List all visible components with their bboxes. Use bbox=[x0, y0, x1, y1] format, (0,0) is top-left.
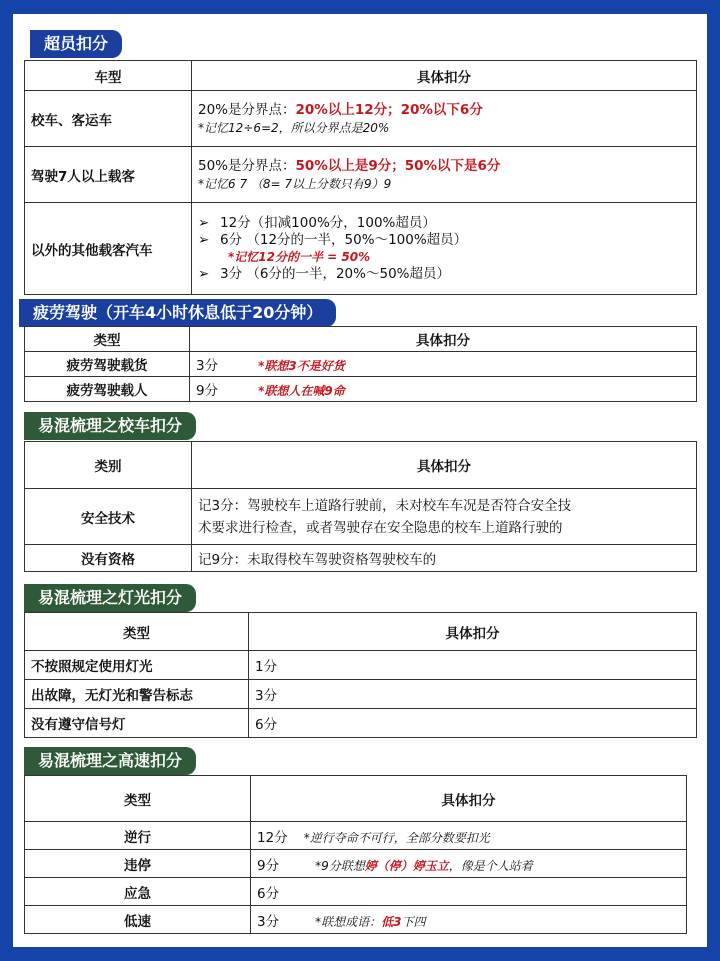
row-deduction: 12分 *逆行夺命不可行，全部分数要扣光 bbox=[251, 822, 687, 850]
row-type: 疲劳驾驶载人 bbox=[25, 377, 190, 402]
arrow-bullet-icon: ➢ bbox=[198, 231, 210, 248]
row-type: 低速 bbox=[25, 906, 251, 934]
memory-note: *记忆12÷6=2，所以分界点是20% bbox=[198, 120, 390, 135]
col-header-deduction: 具体扣分 bbox=[251, 776, 687, 822]
table-row bbox=[25, 147, 697, 203]
memory-note: *联想3不是好货 bbox=[258, 359, 345, 373]
col-header-type: 类型 bbox=[25, 613, 249, 651]
row-type: 逆行 bbox=[25, 822, 251, 850]
table-row bbox=[25, 680, 697, 709]
section-title-school-bus: 易混梳理之校车扣分 bbox=[24, 412, 196, 440]
page bbox=[13, 14, 707, 947]
row-type: 驾驶7人以上载客 bbox=[25, 147, 192, 203]
row-points: 3分 bbox=[249, 680, 697, 709]
section-title-highway: 易混梳理之高速扣分 bbox=[24, 747, 196, 775]
row-deduction: 9分 *9分联想婷（停）婷玉立，像是个人站着 bbox=[251, 850, 687, 878]
table-row bbox=[25, 822, 687, 850]
row-type: 校车、客运车 bbox=[25, 91, 192, 147]
row-deduction: 9分 *联想人在喊9命 bbox=[190, 377, 697, 402]
table-row bbox=[25, 651, 697, 680]
arrow-bullet-icon: ➢ bbox=[198, 214, 210, 231]
lights-table bbox=[24, 612, 697, 738]
row-type: 没有遵守信号灯 bbox=[25, 709, 249, 738]
row-points: 6分 bbox=[251, 878, 687, 906]
row-type: 没有资格 bbox=[25, 545, 192, 572]
fatigue-table bbox=[24, 326, 697, 402]
arrow-bullet-icon: ➢ bbox=[198, 265, 210, 282]
row-deduction: 记9分：未取得校车驾驶资格驾驶校车的 bbox=[192, 545, 697, 572]
row-type: 安全技术 bbox=[25, 489, 192, 545]
row-deduction: 20%是分界点：20%以上12分；20%以下6分 *记忆12÷6=2，所以分界点是20% bbox=[192, 91, 697, 147]
memory-note: *联想成语： bbox=[315, 914, 382, 929]
section-title-fatigue: 疲劳驾驶（开车4小时休息低于20分钟） bbox=[19, 299, 336, 327]
highway-table bbox=[24, 775, 687, 934]
row-type: 出故障，无灯光和警告标志 bbox=[25, 680, 249, 709]
overload-table bbox=[24, 60, 697, 295]
memory-note: *联想人在喊9命 bbox=[258, 384, 345, 398]
table-row bbox=[25, 352, 697, 377]
memory-highlight: 婷（停）婷玉立 bbox=[364, 858, 449, 873]
table-row bbox=[25, 91, 697, 147]
memory-highlight: 低3 bbox=[381, 914, 402, 929]
col-header-type: 车型 bbox=[25, 61, 192, 91]
table-row bbox=[25, 545, 697, 572]
row-type: 违停 bbox=[25, 850, 251, 878]
row-deduction: 50%是分界点：50%以上是9分；50%以下是6分 *记忆6 7 （8= 7以上分数只有9）9 bbox=[192, 147, 697, 203]
col-header-type: 类型 bbox=[25, 327, 190, 352]
col-header-deduction: 具体扣分 bbox=[192, 442, 697, 489]
table-row bbox=[25, 850, 687, 878]
table-row bbox=[25, 203, 697, 295]
table-row bbox=[25, 878, 687, 906]
table-row bbox=[25, 377, 697, 402]
memory-note: *记忆6 7 （8= 7以上分数只有9）9 bbox=[198, 176, 392, 191]
row-deduction: 3分 *联想3不是好货 bbox=[190, 352, 697, 377]
memory-note: *9分联想 bbox=[315, 858, 365, 873]
key-rule: 20%以上12分；20%以下6分 bbox=[295, 101, 483, 118]
col-header-category: 类别 bbox=[25, 442, 192, 489]
key-rule: 50%以上是9分；50%以下是6分 bbox=[295, 157, 501, 174]
row-type: 以外的其他载客汽车 bbox=[25, 203, 192, 295]
table-row bbox=[25, 906, 687, 934]
table-row bbox=[25, 709, 697, 738]
col-header-deduction: 具体扣分 bbox=[190, 327, 697, 352]
memory-note: *逆行夺命不可行，全部分数要扣光 bbox=[303, 830, 490, 845]
row-deduction: ➢ 12分（扣减100%分，100%超员） ➢ 6分 （12分的一半，50%～100%超员） *记忆12分的一半 = 50% ➢ 3分 （6分的一半，20%～50%超员） bbox=[192, 203, 697, 295]
col-header-deduction: 具体扣分 bbox=[249, 613, 697, 651]
section-title-overload: 超员扣分 bbox=[30, 30, 122, 58]
section-title-lights: 易混梳理之灯光扣分 bbox=[24, 584, 196, 612]
table-row bbox=[25, 489, 697, 545]
row-deduction: 记3分：驾驶校车上道路行驶前，未对校车车况是否符合安全技 术要求进行检查，或者驾驶存在安全隐患的校车上道路行驶的 bbox=[192, 489, 697, 545]
row-type: 不按照规定使用灯光 bbox=[25, 651, 249, 680]
row-type: 应急 bbox=[25, 878, 251, 906]
row-points: 1分 bbox=[249, 651, 697, 680]
row-type: 疲劳驾驶载货 bbox=[25, 352, 190, 377]
row-points: 6分 bbox=[249, 709, 697, 738]
col-header-type: 类型 bbox=[25, 776, 251, 822]
col-header-deduction: 具体扣分 bbox=[192, 61, 697, 91]
memory-note: *记忆12分的一半 = 50% bbox=[228, 249, 371, 264]
school-bus-table bbox=[24, 441, 697, 572]
row-deduction: 3分 *联想成语：低3下四 bbox=[251, 906, 687, 934]
